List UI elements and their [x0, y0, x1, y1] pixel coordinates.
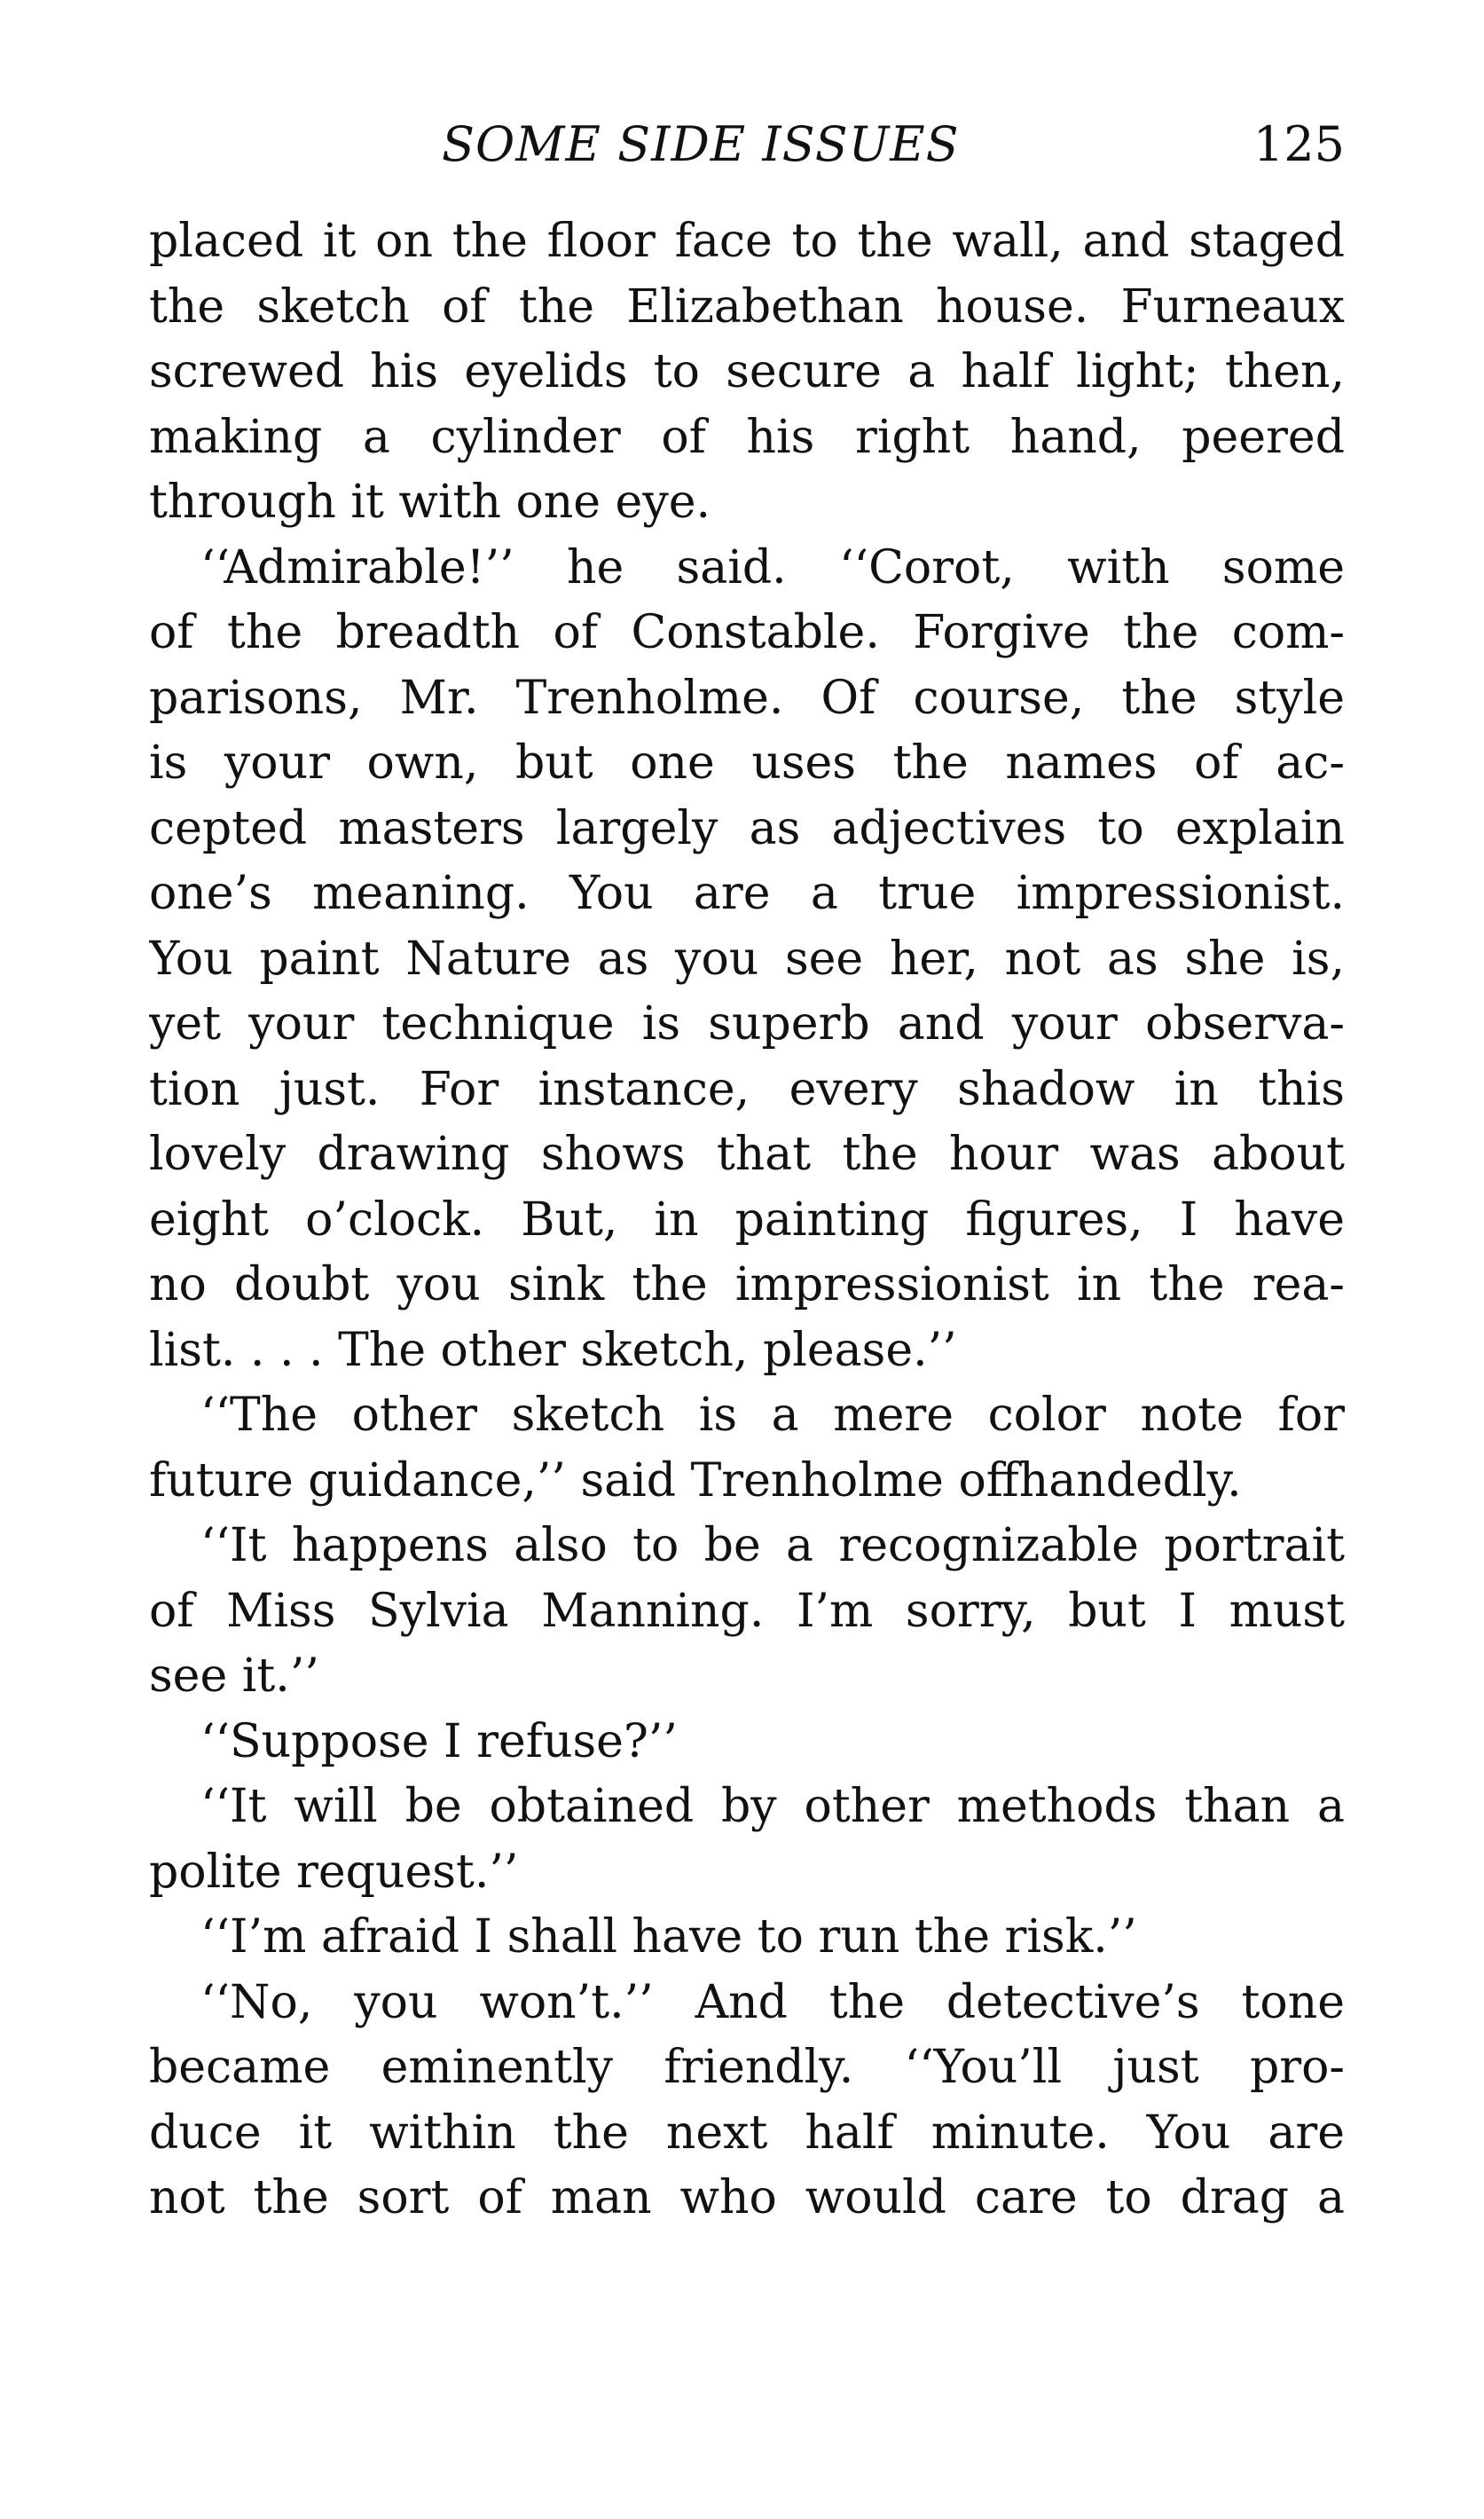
text-line: making a cylinder of his right hand, peered: [149, 410, 1345, 464]
body-text: [149, 209, 1345, 2232]
text-line: screwed his eyelids to secure a half light; then,: [149, 345, 1345, 398]
text-line: see it.’’: [149, 1649, 319, 1703]
text-line: ‘‘It happens also to be a recognizable portrait: [200, 1519, 1345, 1572]
text-line: yet your technique is superb and your observa-: [149, 997, 1345, 1051]
running-title: SOME SIDE ISSUES: [442, 116, 960, 172]
text-line: placed it on the floor face to the wall, and staged: [149, 215, 1345, 268]
text-line: through it with one eye.: [149, 476, 711, 529]
text-line: not the sort of man who would care to drag a: [149, 2171, 1345, 2224]
text-line: the sketch of the Elizabethan house. Furneaux: [149, 279, 1345, 334]
page-number: 125: [1252, 116, 1345, 172]
text-line: You paint Nature as you see her, not as she is,: [149, 932, 1345, 986]
text-line: list. . . . The other sketch, please.’’: [149, 1323, 957, 1377]
text-line: ‘‘It will be obtained by other methods than a: [200, 1780, 1345, 1833]
text-line: ‘‘The other sketch is a mere color note for: [200, 1389, 1345, 1442]
text-line: ‘‘No, you won’t.’’ And the detective’s tone: [200, 1975, 1345, 2029]
text-line: of Miss Sylvia Manning. I’m sorry, but I must: [149, 1584, 1345, 1638]
text-line: became eminently friendly. ‘‘You’ll just pro-: [149, 2041, 1345, 2094]
text-line: ‘‘Admirable!’’ he said. ‘‘Corot, with some: [200, 540, 1345, 594]
text-line: of the breadth of Constable. Forgive the com-: [149, 606, 1345, 659]
text-line: parisons, Mr. Trenholme. Of course, the style: [149, 671, 1345, 725]
text-line: no doubt you sink the impressionist in the rea-: [149, 1258, 1345, 1311]
text-line: ‘‘I’m afraid I shall have to run the risk.’’: [200, 1910, 1137, 1964]
running-head: [149, 114, 1345, 176]
text-line: one’s meaning. You are a true impressionist.: [149, 867, 1345, 920]
text-line: duce it within the next half minute. You are: [149, 2106, 1345, 2160]
text-line: tion just. For instance, every shadow in this: [149, 1062, 1345, 1116]
text-line: eight o’clock. But, in painting figures, I have: [149, 1193, 1345, 1247]
text-line: cepted masters largely as adjectives to explain: [149, 801, 1345, 855]
text-line: is your own, but one uses the names of ac-: [149, 736, 1345, 790]
text-line: polite request.’’: [149, 1845, 519, 1899]
text-line: ‘‘Suppose I refuse?’’: [200, 1714, 678, 1768]
text-line: lovely drawing shows that the hour was about: [149, 1128, 1345, 1181]
text-line: future guidance,’’ said Trenholme offhandedly.: [149, 1453, 1242, 1507]
